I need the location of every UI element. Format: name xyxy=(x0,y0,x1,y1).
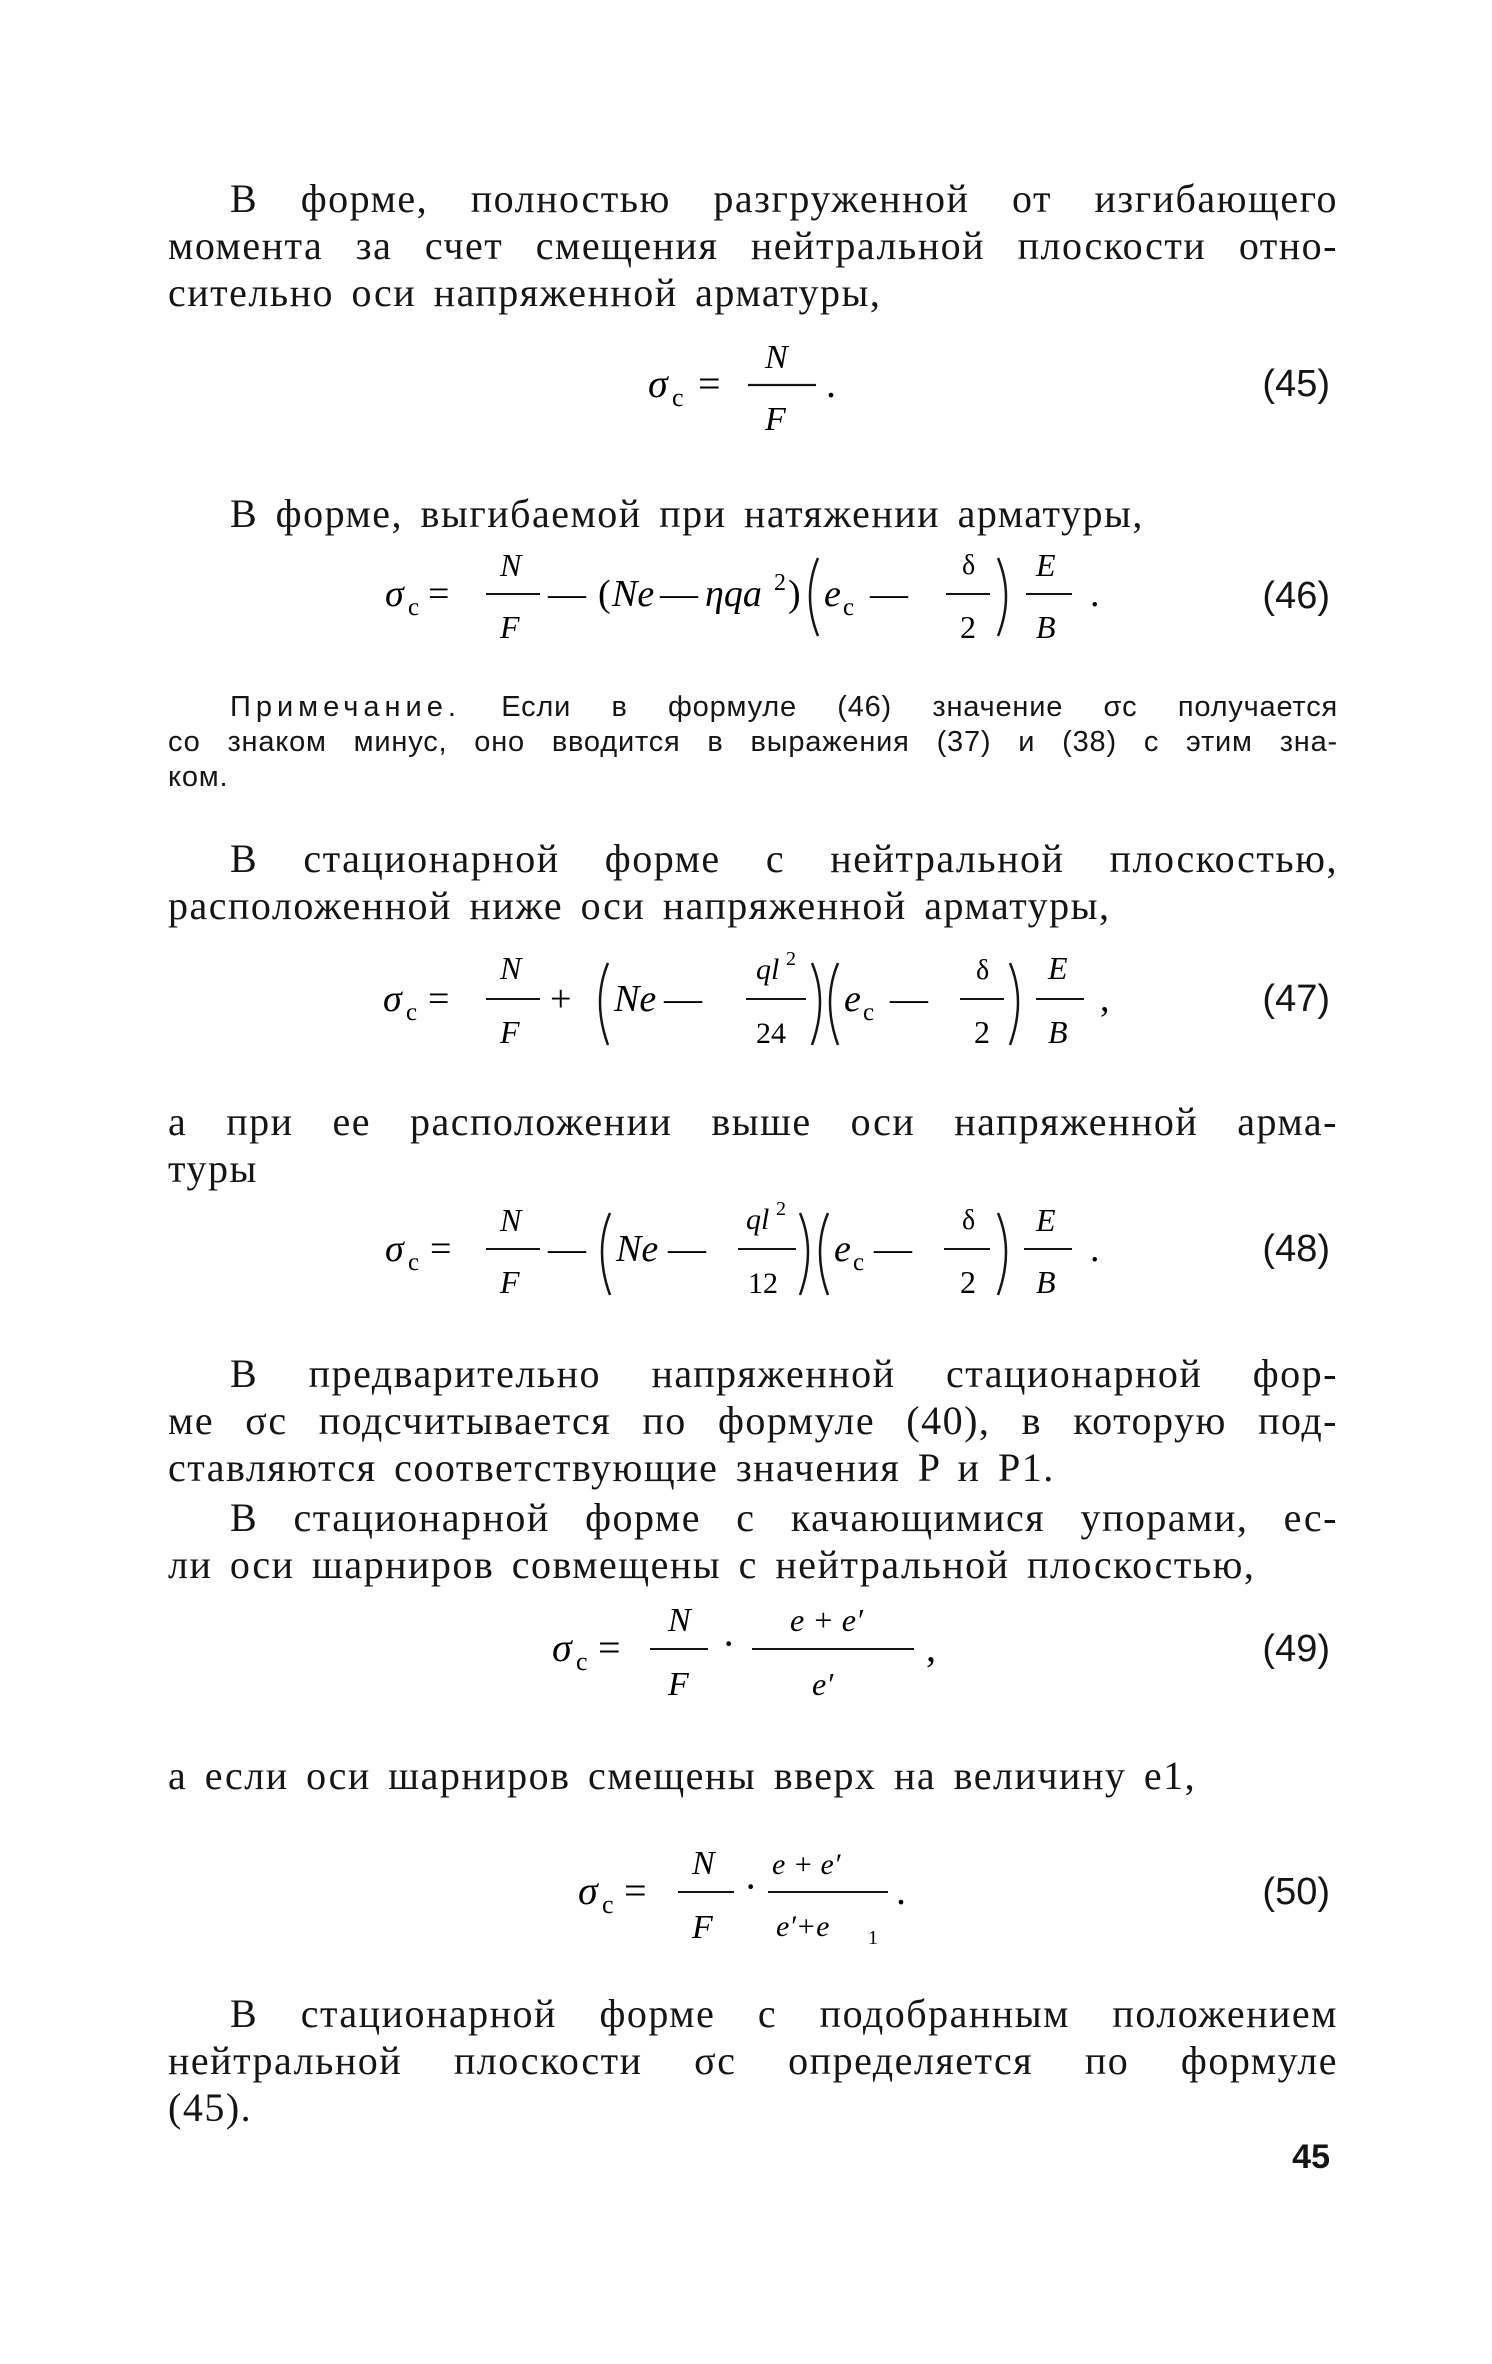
plus-sign: + xyxy=(550,978,572,1020)
e-c-term: e xyxy=(844,978,861,1020)
text-line: В стационарной форме с подобранным положением xyxy=(230,1991,1338,2036)
denominator-e-prime: e′ xyxy=(812,1666,834,1702)
numerator-ql: ql xyxy=(756,953,780,986)
paragraph-5 xyxy=(168,1350,1338,1491)
denominator-F: F xyxy=(500,609,520,645)
superscript-2: 2 xyxy=(774,570,786,596)
comma: , xyxy=(1100,978,1110,1020)
denominator-F: F xyxy=(765,401,786,438)
text-line: ли оси шарниров совмещены с нейтральной плоскостью, xyxy=(168,1542,1256,1587)
text-line: В стационарной форме с нейтральной плоскостью, xyxy=(230,836,1338,881)
numerator-E: E xyxy=(1036,547,1056,583)
denominator-F: F xyxy=(668,1666,689,1703)
paragraph-8 xyxy=(168,1990,1338,2131)
eta-qa-term: ηqa xyxy=(705,573,762,615)
big-paren-open xyxy=(810,558,818,636)
numerator-ql: ql xyxy=(746,1203,770,1236)
note-line xyxy=(168,690,1338,725)
sigma-symbol: σ xyxy=(383,978,402,1020)
text-line: нейтральной плоскости σc определяется по формуле xyxy=(168,2038,1338,2083)
subscript-c: c xyxy=(863,999,875,1026)
denominator-B: B xyxy=(1048,1014,1068,1050)
comma: , xyxy=(926,1625,936,1670)
numerator-N: N xyxy=(500,950,522,986)
equation-number: (48) xyxy=(1262,1228,1330,1270)
subscript-c: c xyxy=(408,594,420,621)
Ne-term: Ne xyxy=(612,573,655,615)
numerator-N: N xyxy=(765,339,788,376)
minus-sign: — xyxy=(870,573,908,615)
equation-number: (45) xyxy=(1262,363,1330,405)
paragraph-2 xyxy=(168,490,1338,537)
superscript-2: 2 xyxy=(786,948,796,970)
subscript-1: 1 xyxy=(868,1927,878,1949)
formula-47 xyxy=(0,945,1492,1060)
paren-open: ( xyxy=(598,573,611,615)
equation-number: (49) xyxy=(1262,1628,1330,1670)
minus-sign: — xyxy=(668,1228,706,1270)
sigma-symbol: σ xyxy=(578,1868,598,1913)
period: . xyxy=(826,361,836,406)
equals-sign: = xyxy=(430,1228,452,1270)
numerator-delta: δ xyxy=(976,955,990,986)
subscript-c: c xyxy=(672,383,684,412)
big-paren-close xyxy=(998,558,1006,636)
note-text: Если в формуле (46) значение σc получается xyxy=(501,691,1338,723)
paragraph-4 xyxy=(168,1098,1338,1192)
note-line: ком. xyxy=(168,761,229,793)
numerator-e-plus-e-prime: e + e′ xyxy=(790,1602,863,1638)
paragraph-6 xyxy=(168,1494,1338,1588)
equation-number: (47) xyxy=(1262,978,1330,1020)
big-paren-open xyxy=(600,963,608,1045)
numerator-N: N xyxy=(500,1202,522,1238)
text-line: В стационарной форме с качающимися упорами, ес- xyxy=(230,1495,1338,1540)
equation-number: (50) xyxy=(1262,1871,1330,1913)
e-c-term: e xyxy=(834,1228,851,1270)
minus-sign: — xyxy=(874,1228,912,1270)
denominator-12: 12 xyxy=(748,1267,778,1300)
text-line: (45). xyxy=(168,2085,253,2130)
numerator-delta: δ xyxy=(962,1205,976,1236)
text-content: а если оси шарниров смещены вверх на величину e1, xyxy=(168,1753,1197,1798)
denominator-B: B xyxy=(1036,609,1056,645)
e-c-term: e xyxy=(824,573,841,615)
Ne-term: Ne xyxy=(614,978,657,1020)
minus-sign: — xyxy=(890,978,928,1020)
minus-sign: — xyxy=(548,573,586,615)
sigma-symbol: σ xyxy=(648,361,668,406)
denominator-2: 2 xyxy=(960,1264,976,1300)
big-paren-open xyxy=(602,1213,610,1295)
text-line xyxy=(168,1752,1338,1799)
text-line: ставляются соответствующие значения P и P1. xyxy=(168,1445,1055,1490)
denominator-B: B xyxy=(1036,1264,1056,1300)
numerator-E: E xyxy=(1036,1202,1056,1238)
text-line: ме σc подсчитывается по формуле (40), в которую под- xyxy=(168,1398,1338,1443)
denominator-2: 2 xyxy=(974,1014,990,1050)
text-line: В форме, выгибаемой при натяжении арматуры, xyxy=(230,491,1144,536)
formula-48 xyxy=(0,1195,1492,1310)
superscript-2: 2 xyxy=(776,1198,786,1220)
sigma-symbol: σ xyxy=(552,1625,572,1670)
note-label: Примечание. xyxy=(230,691,461,723)
note xyxy=(168,690,1338,795)
text-line: а при ее расположении выше оси напряженной арма- xyxy=(168,1099,1338,1144)
numerator-delta: δ xyxy=(962,550,976,581)
text-line: В предварительно напряженной стационарной фор- xyxy=(230,1351,1338,1396)
period: . xyxy=(896,1868,906,1913)
text-line: В форме, полностью разгруженной от изгибающего xyxy=(230,176,1338,221)
minus-sign: — xyxy=(548,1228,586,1270)
text-line: сительно оси напряженной арматуры, xyxy=(168,270,882,315)
big-paren-open xyxy=(820,1213,828,1295)
equals-sign: = xyxy=(598,1625,621,1670)
numerator-E: E xyxy=(1048,950,1068,986)
period: . xyxy=(1090,573,1100,615)
sigma-symbol: σ xyxy=(385,573,404,615)
text-line: туры xyxy=(168,1146,258,1191)
dot-operator: · xyxy=(722,1621,736,1666)
period: . xyxy=(1090,1228,1100,1270)
minus-sign: — xyxy=(660,573,698,615)
big-paren-close xyxy=(1010,963,1018,1045)
numerator-e-plus-e-prime: e + e′ xyxy=(772,1848,841,1881)
equals-sign: = xyxy=(428,978,450,1020)
formula-49 xyxy=(0,1595,1492,1710)
page-number: 45 xyxy=(1292,2138,1330,2176)
equation-number: (46) xyxy=(1262,575,1330,617)
dot-operator: · xyxy=(744,1864,758,1909)
big-paren-open xyxy=(830,963,838,1045)
text-line: расположенной ниже оси напряженной арматуры, xyxy=(168,883,1111,928)
denominator-2: 2 xyxy=(960,609,976,645)
equals-sign: = xyxy=(698,361,721,406)
Ne-term: Ne xyxy=(616,1228,659,1270)
paragraph-7 xyxy=(168,1752,1338,1799)
subscript-c: c xyxy=(406,999,418,1026)
paragraph-1 xyxy=(168,175,1338,316)
subscript-c: c xyxy=(576,1647,588,1676)
numerator-N: N xyxy=(500,547,522,583)
denominator-24: 24 xyxy=(756,1017,786,1050)
formula-50 xyxy=(0,1838,1492,1953)
paragraph-3 xyxy=(168,835,1338,929)
formula-45 xyxy=(0,330,1492,440)
denominator-e-prime-plus-e: e′+e xyxy=(776,1910,830,1943)
denominator-F: F xyxy=(500,1264,520,1300)
minus-sign: — xyxy=(664,978,702,1020)
big-paren-close xyxy=(998,1213,1006,1295)
subscript-c: c xyxy=(853,1249,865,1276)
numerator-N: N xyxy=(692,1845,715,1882)
denominator-F: F xyxy=(692,1909,713,1946)
equals-sign: = xyxy=(428,573,450,615)
subscript-c: c xyxy=(602,1890,614,1919)
text-line: момента за счет смещения нейтральной плоскости отно- xyxy=(168,223,1338,268)
denominator-F: F xyxy=(500,1014,520,1050)
equals-sign: = xyxy=(624,1868,647,1913)
numerator-N: N xyxy=(668,1602,691,1639)
paren-close: ) xyxy=(788,573,801,615)
big-paren-close xyxy=(800,1213,808,1295)
subscript-c: c xyxy=(843,594,855,621)
sigma-symbol: σ xyxy=(385,1228,404,1270)
subscript-c: c xyxy=(408,1249,420,1276)
formula-46 xyxy=(0,540,1492,650)
big-paren-close xyxy=(812,963,820,1045)
note-line: со знаком минус, оно вводится в выражения (37) и (38) с этим зна- xyxy=(168,726,1338,758)
